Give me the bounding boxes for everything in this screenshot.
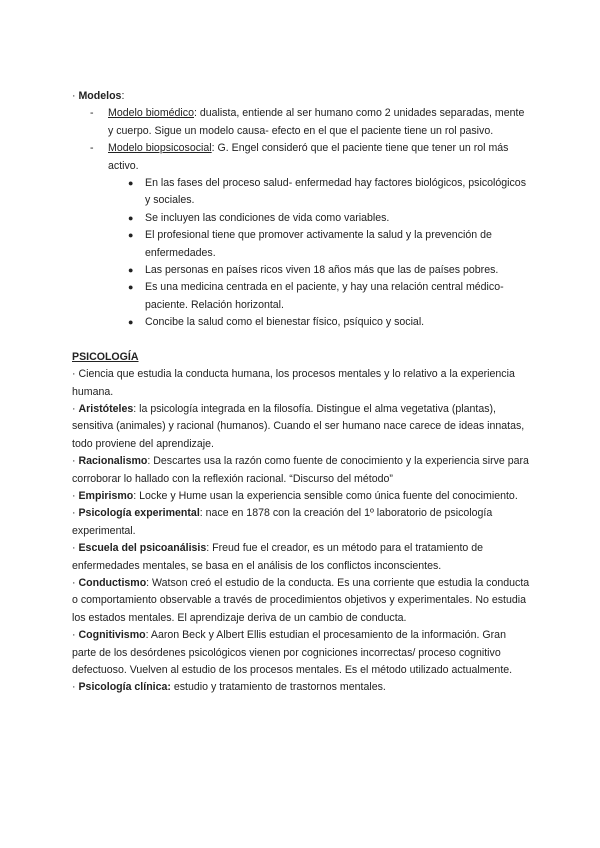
bullet-prefix: ·	[72, 90, 79, 102]
psicologia-title: PSICOLOGÍA	[72, 350, 139, 363]
psicologia-entry-psicoanalisis	[72, 540, 532, 575]
bullet-prefix: ·	[72, 489, 79, 502]
entry-text: : Descartes usa la razón como fuente de conocimiento y la experiencia sirve para corroborar lo hallado con la reflexión racional. “Discurso del método”	[72, 455, 529, 485]
bullet-dot-icon: ●	[128, 282, 134, 293]
psicologia-entry-experimental	[72, 505, 532, 540]
entry-text: : nace en 1878 con la creación del 1º laboratorio de psicología experimental.	[72, 507, 493, 537]
list-item-text: En las fases del proceso salud- enfermedad hay factores biológicos, psicológicos y sociales.	[145, 177, 526, 207]
psicologia-entry-cognitivismo	[72, 627, 532, 679]
entry-text: : Aaron Beck y Albert Ellis estudian el procesamiento de la información. Gran parte de los desórdenes psicológicos vienen por cogniciones incorrectas/ proceso cognitivo defectuoso. Vuelven al estudio de los procesos mentales. Es el método utilizado actualmente.	[72, 629, 513, 676]
bullet-prefix: ·	[72, 681, 79, 694]
modelo-biopsicosocial-item	[72, 140, 532, 175]
list-item	[72, 262, 532, 279]
modelo-biopsicosocial-text: : G. Engel consideró que el paciente tiene que tener un rol más activo.	[108, 142, 509, 172]
bullet-prefix: ·	[72, 402, 79, 415]
psicologia-entry-racionalismo	[72, 453, 532, 488]
list-item	[72, 279, 532, 314]
bullet-dot-icon: ●	[128, 317, 134, 328]
entry-term: Cognitivismo	[78, 629, 146, 642]
list-item	[72, 314, 532, 331]
entry-term: Racionalismo	[78, 455, 148, 468]
bullet-dot-icon: ●	[128, 265, 134, 276]
entry-term: Conductismo	[78, 576, 147, 589]
list-item	[72, 175, 532, 210]
modelo-biomedico-text: : dualista, entiende al ser humano como 2 unidades separadas, mente y cuerpo. Sigue un modelo causa- efecto en el que el paciente tiene un rol pasivo.	[108, 107, 525, 137]
bullet-dot-icon: ●	[128, 230, 134, 241]
entry-text: Ciencia que estudia la conducta humana, los procesos mentales y lo relativo a la experiencia humana.	[72, 368, 515, 398]
bullet-prefix: ·	[72, 629, 79, 642]
psicologia-entry-clinica	[72, 679, 532, 696]
psicologia-entry-empirismo	[72, 488, 532, 505]
document-page	[72, 88, 532, 697]
dash-marker: -	[90, 107, 94, 120]
modelo-biopsicosocial-term: Modelo biopsicosocial	[108, 142, 212, 155]
list-item-text: Es una medicina centrada en el paciente, y hay una relación central médico-paciente. Relación horizontal.	[145, 281, 504, 311]
entry-text: : la psicología integrada en la filosofía. Distingue el alma vegetativa (plantas), sensitiva (animales) y racional (humanos). Cuando el ser humano nace carece de ideas innatas, todo proviene del aprendizaje.	[72, 402, 525, 450]
list-item-text: El profesional tiene que promover activamente la salud y la prevención de enfermedades.	[145, 229, 492, 259]
biopsicosocial-bullet-list	[72, 175, 532, 332]
entry-text: : Watson creó el estudio de la conducta. Es una corriente que estudia la conducta o comportamiento observable a través de procedimientos objetivos y experimentales. No estudia los estados mentales. El aprendizaje deriva de un cambio de conducta.	[72, 576, 530, 624]
entry-text: : Locke y Hume usan la experiencia sensible como única fuente del conocimiento.	[133, 489, 518, 502]
bullet-prefix: ·	[72, 576, 79, 589]
bullet-prefix: ·	[72, 368, 79, 381]
entry-text: estudio y tratamiento de trastornos mentales.	[170, 681, 386, 694]
bullet-dot-icon: ●	[128, 212, 134, 223]
list-item-text: Las personas en países ricos viven 18 años más que las de países pobres.	[145, 264, 499, 277]
entry-term: Escuela del psicoanálisis	[78, 542, 207, 555]
list-item	[72, 227, 532, 262]
bullet-prefix: ·	[72, 542, 79, 555]
modelo-biomedico-term: Modelo biomédico	[108, 107, 194, 120]
list-item	[72, 210, 532, 227]
modelo-biomedico-item	[72, 105, 532, 140]
bullet-prefix: ·	[72, 455, 79, 468]
list-item-text: Se incluyen las condiciones de vida como variables.	[145, 211, 390, 224]
psicologia-entry-aristoteles	[72, 401, 532, 453]
bullet-dot-icon: ●	[128, 178, 134, 189]
title-suffix: :	[121, 90, 125, 102]
modelos-title: Modelos	[78, 90, 122, 102]
entry-term: Psicología clínica:	[78, 681, 171, 694]
modelos-heading	[72, 88, 532, 105]
list-item-text: Concibe la salud como el bienestar físico, psíquico y social.	[145, 316, 425, 329]
entry-term: Psicología experimental	[78, 507, 200, 520]
psicologia-entry-definicion	[72, 366, 532, 401]
entry-text: : Freud fue el creador, es un método para el tratamiento de enfermedades mentales, se basa en el análisis de los conflictos inconscientes.	[72, 542, 484, 572]
entry-term: Aristóteles	[78, 402, 134, 415]
psicologia-entry-conductismo	[72, 575, 532, 627]
dash-marker: -	[90, 142, 94, 155]
entry-term: Empirismo	[78, 489, 134, 502]
bullet-prefix: ·	[72, 507, 79, 520]
